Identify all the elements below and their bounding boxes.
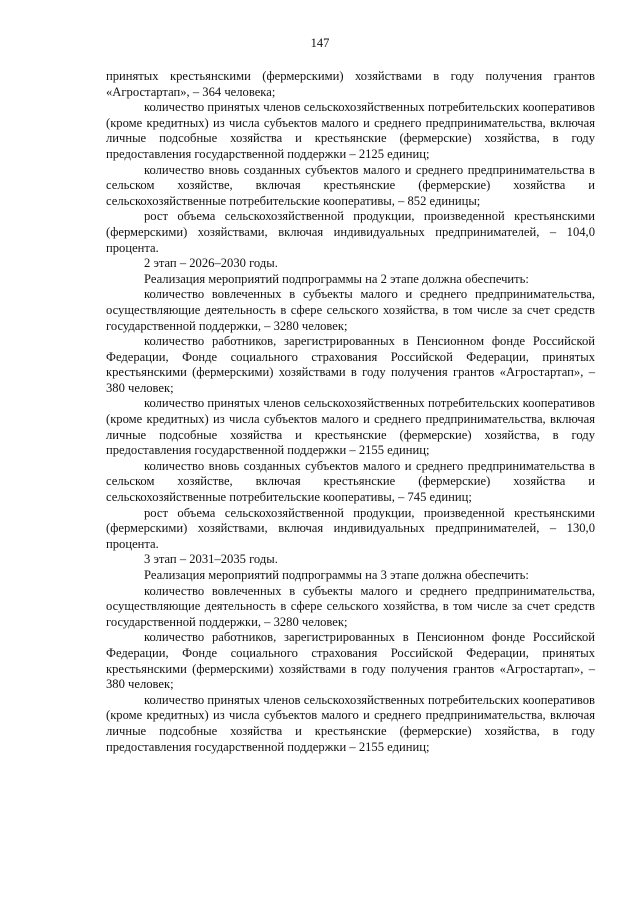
paragraph: количество вновь созданных субъектов малого и среднего предпринимательства в сельском хозяйстве, включая крестьянские (фермерские) хозяйства и сельскохозяйственные потребительские кооперативы, – 852 единицы;	[106, 162, 595, 208]
paragraph: Реализация мероприятий подпрограммы на 3 этапе должна обеспечить:	[144, 568, 529, 582]
paragraph: количество принятых членов сельскохозяйственных потребительских кооперативов (кроме кредитных) из числа субъектов малого и среднего предпринимательства, включая личные подсобные хозяйства и крестьянские (фермерские) хозяйства, в году предоставления государственной поддержки – 2125 единиц;	[106, 100, 595, 161]
paragraph: Реализация мероприятий подпрограммы на 2 этапе должна обеспечить:	[144, 271, 529, 286]
paragraph: количество вовлеченных в субъекты малого и среднего предпринимательства, осуществляющие деятельность в сфере сельского хозяйства, в том числе за счет средств государственной поддержки, – 3280 человек;	[106, 583, 595, 629]
paragraph: количество вновь созданных субъектов малого и среднего предпринимательства в сельском хозяйстве, включая крестьянские (фермерские) хозяйства и сельскохозяйственные потребительские кооперативы, – 745 единиц;	[106, 458, 595, 505]
page-body	[106, 69, 595, 755]
paragraph: рост объема сельскохозяйственной продукции, произведенной крестьянскими (фермерскими) хозяйствами, включая индивидуальных предпринимателей, – 130,0 процента.	[106, 505, 595, 551]
page-number: 147	[310, 36, 330, 50]
stage-heading: 2 этап – 2026–2030 годы.	[144, 256, 278, 271]
paragraph: количество принятых членов сельскохозяйственных потребительских кооперативов (кроме кредитных) из числа субъектов малого и среднего предпринимательства, включая личные подсобные хозяйства и крестьянские (фермерские) хозяйства, в году предоставления государственной поддержки – 2155 единиц;	[106, 692, 595, 754]
paragraph: количество принятых членов сельскохозяйственных потребительских кооперативов (кроме кредитных) из числа субъектов малого и среднего предпринимательства, включая личные подсобные хозяйства и крестьянские (фермерские) хозяйства, в году предоставления государственной поддержки – 2155 единиц;	[106, 396, 595, 458]
paragraph: рост объема сельскохозяйственной продукции, произведенной крестьянскими (фермерскими) хозяйствами, включая индивидуальных предпринимателей, – 104,0 процента.	[106, 209, 595, 255]
paragraph: количество работников, зарегистрированных в Пенсионном фонде Российской Федерации, Фонде социального страхования Российской Федерации, принятых крестьянскими (фермерскими) хозяйствами в году получения грантов «Агростартап», – 380 человек;	[106, 630, 595, 692]
paragraph-continuation: принятых крестьянскими (фермерскими) хозяйствами в году получения грантов «Агростартап», – 364 человека;	[106, 69, 595, 99]
paragraph: количество работников, зарегистрированных в Пенсионном фонде Российской Федерации, Фонде социального страхования Российской Федерации, принятых крестьянскими (фермерскими) хозяйствами в году получения грантов «Агростартап», – 380 человек;	[106, 334, 595, 395]
stage-heading: 3 этап – 2031–2035 годы.	[144, 552, 278, 567]
paragraph: количество вовлеченных в субъекты малого и среднего предпринимательства, осуществляющие деятельность в сфере сельского хозяйства, в том числе за счет средств государственной поддержки, – 3280 человек;	[106, 287, 595, 333]
